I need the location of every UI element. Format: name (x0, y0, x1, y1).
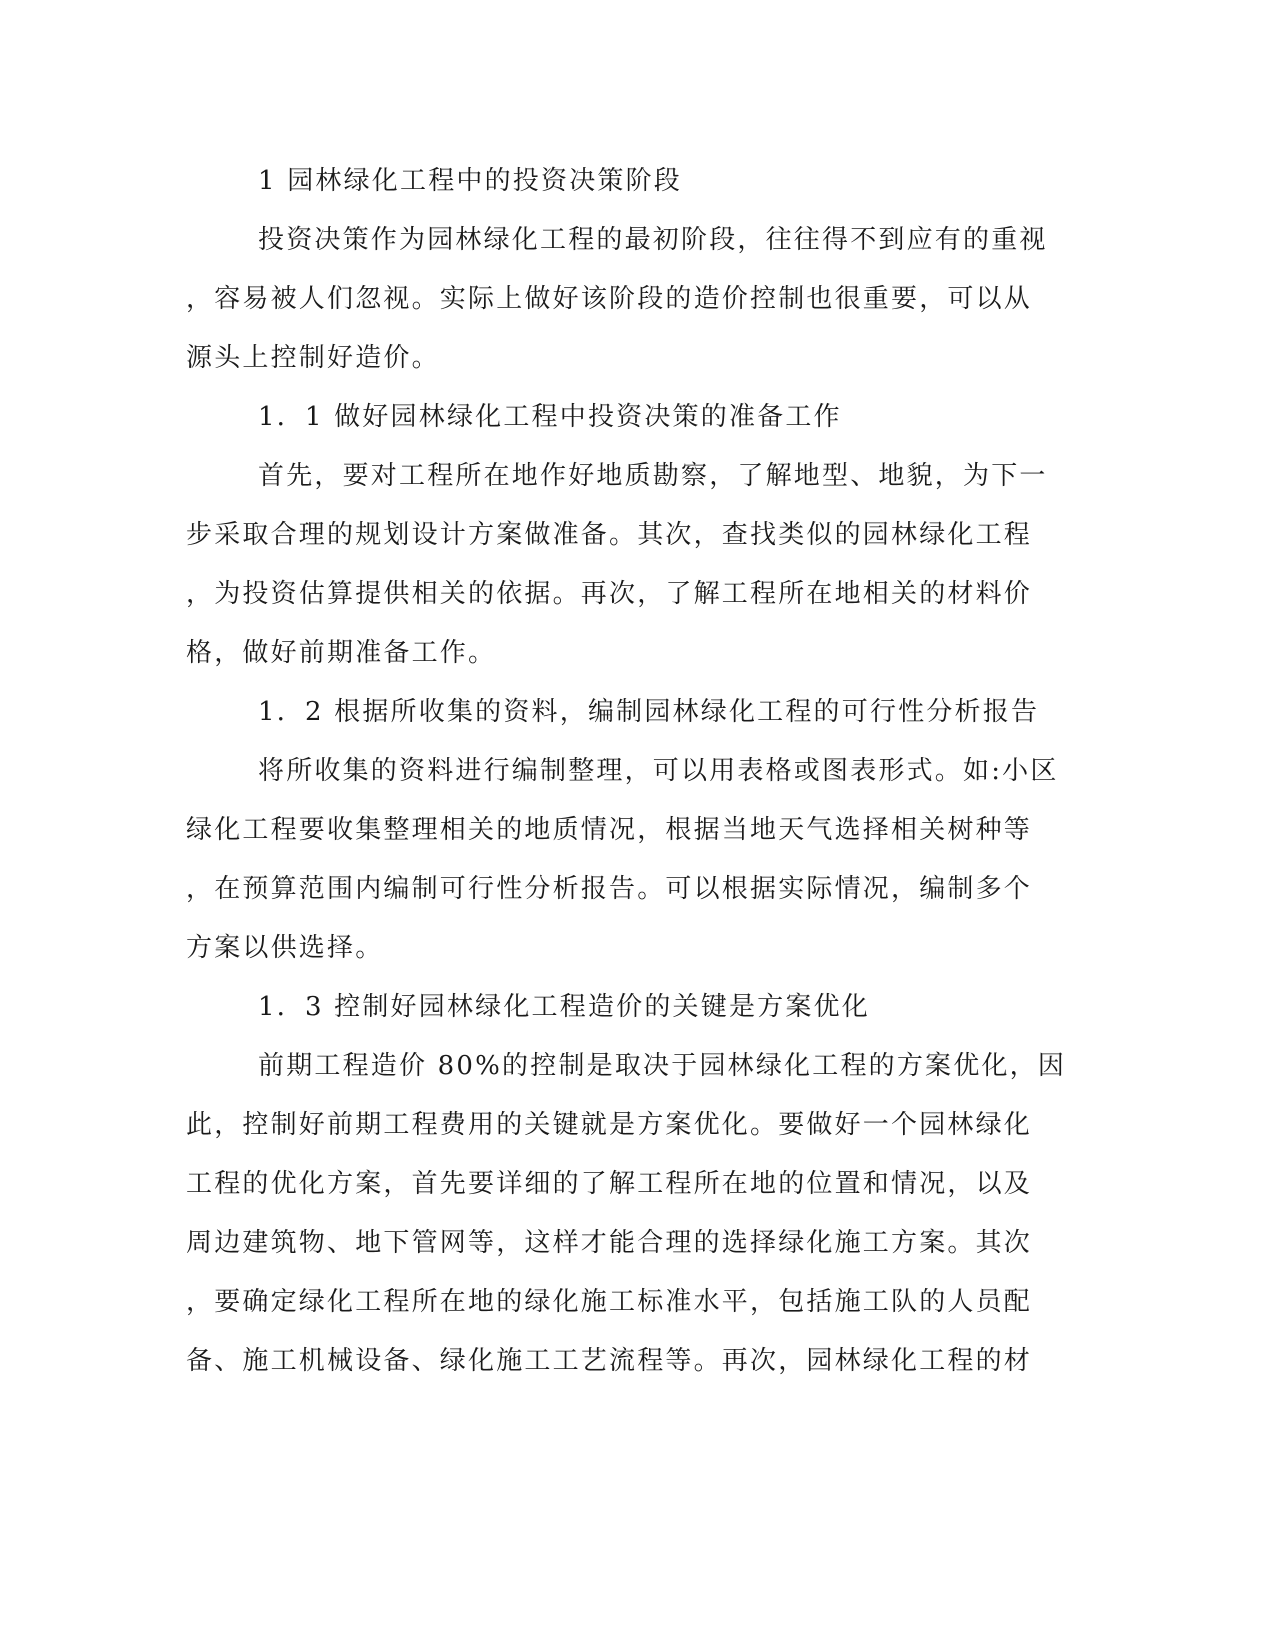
paragraph-line: 格，做好前期准备工作。 (186, 638, 497, 668)
paragraph-line: 方案以供选择。 (186, 933, 384, 963)
paragraph-line: 此，控制好前期工程费用的关键就是方案优化。要做好一个园林绿化 (186, 1110, 1033, 1140)
paragraph-line: 步采取合理的规划设计方案做准备。其次，查找类似的园林绿化工程 (186, 520, 1033, 550)
paragraph-line: ，在预算范围内编制可行性分析报告。可以根据实际情况，编制多个 (186, 874, 1033, 904)
paragraph-line: 前期工程造价 80%的控制是取决于园林绿化工程的方案优化，因 (258, 1051, 1067, 1081)
paragraph-line: 备、施工机械设备、绿化施工工艺流程等。再次，园林绿化工程的材 (186, 1346, 1033, 1376)
paragraph-line: 源头上控制好造价。 (186, 343, 440, 373)
paragraph-line: ，容易被人们忽视。实际上做好该阶段的造价控制也很重要，可以从 (186, 284, 1033, 314)
paragraph-line: 绿化工程要收集整理相关的地质情况，根据当地天气选择相关树种等 (186, 815, 1033, 845)
subsection-heading: 1．3 控制好园林绿化工程造价的关键是方案优化 (258, 992, 870, 1022)
paragraph-line: ，为投资估算提供相关的依据。再次，了解工程所在地相关的材料价 (186, 579, 1033, 609)
section-heading: 1 园林绿化工程中的投资决策阶段 (258, 166, 683, 196)
paragraph-line: 投资决策作为园林绿化工程的最初阶段，往往得不到应有的重视 (258, 225, 1048, 255)
paragraph-line: 将所收集的资料进行编制整理，可以用表格或图表形式。如:小区 (258, 756, 1059, 786)
subsection-heading: 1．2 根据所收集的资料，编制园林绿化工程的可行性分析报告 (258, 697, 1040, 727)
paragraph-line: 首先，要对工程所在地作好地质勘察，了解地型、地貌，为下一 (258, 461, 1048, 491)
subsection-heading: 1．1 做好园林绿化工程中投资决策的准备工作 (258, 402, 842, 432)
paragraph-line: ，要确定绿化工程所在地的绿化施工标准水平，包括施工队的人员配 (186, 1287, 1033, 1317)
paragraph-line: 周边建筑物、地下管网等，这样才能合理的选择绿化施工方案。其次 (186, 1228, 1033, 1258)
paragraph-line: 工程的优化方案，首先要详细的了解工程所在地的位置和情况，以及 (186, 1169, 1033, 1199)
